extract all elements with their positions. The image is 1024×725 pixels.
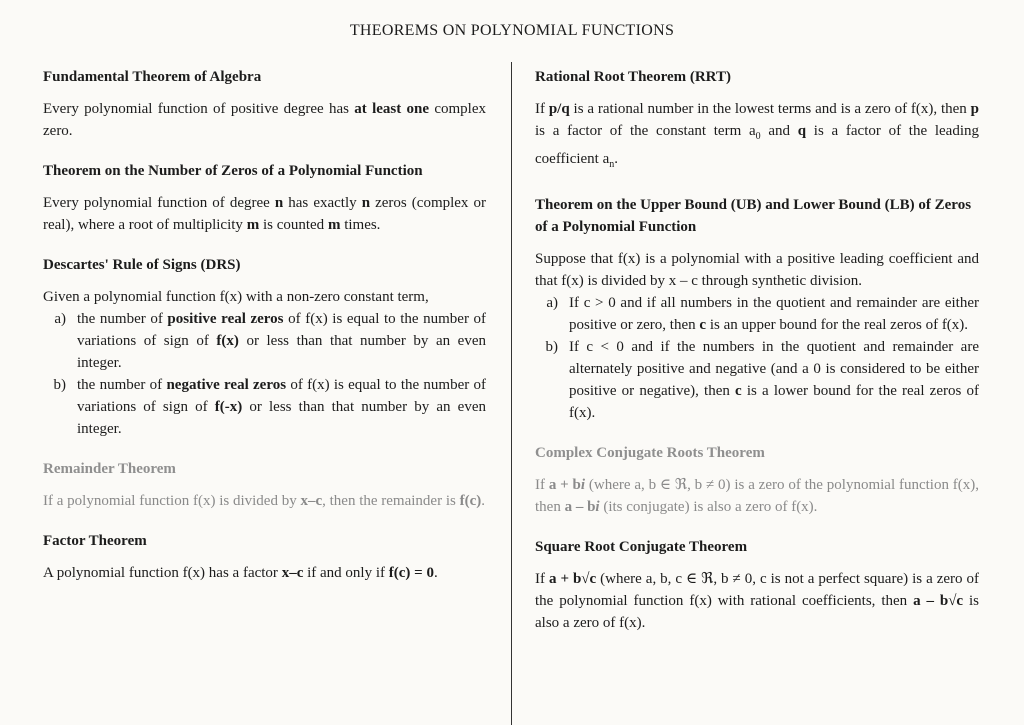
list-item-text: the number of negative real zeros of f(x) is equal to the number of variations of sign of f(-x) or less than that number by an even integer. [77,377,487,437]
section-upper-lower-bound [535,194,979,424]
left-column [43,66,486,602]
section-rational-root-theorem [535,66,979,176]
list-item-label: b) [545,339,558,355]
right-column [535,66,979,652]
page-title: THEOREMS ON POLYNOMIAL FUNCTIONS [349,22,675,39]
section-body: Every polynomial function of degree n has exactly n zeros (complex or real), where a root of multiplicity m is counted m times. [43,195,486,233]
section-body: If a + bi (where a, b ∈ ℜ, b ≠ 0) is a zero of the polynomial function f(x), then a – bi (its conjugate) is also a zero of f(x). [535,477,980,515]
list-item-text: the number of positive real zeros of f(x) is equal to the number of variations of sign of f(x) or less than that number by an even integer. [77,311,487,371]
section-body: If a + b√c (where a, b, c ∈ ℜ, b ≠ 0, c is not a perfect square) is a zero of the polynomial function f(x) with rational coefficients, then a – b√c is also a zero of f(x). [535,571,979,631]
section-heading: Complex Conjugate Roots Theorem [535,445,765,461]
section-square-root-conjugate [535,536,979,634]
section-remainder-theorem [43,458,486,512]
list-item-label: b) [53,377,66,393]
section-number-of-zeros [43,160,486,236]
list-item-text: If c > 0 and if all numbers in the quotient and remainder are either positive or zero, then c is an upper bound for the real zeros of f(x). [569,295,979,333]
section-heading: Rational Root Theorem (RRT) [535,69,731,85]
section-body: If p/q is a rational number in the lowest terms and is a zero of f(x), then p is a factor of the constant term $a_0$ and q is a factor of the leading coefficient $a_n$. [535,101,979,170]
section-body: If a polynomial function f(x) is divided by x–c, then the remainder is f(c). [43,493,485,509]
section-heading: Theorem on the Upper Bound (UB) and Lower Bound (LB) of Zeros of a Polynomial Function [535,197,972,235]
rule-list [535,292,979,424]
section-descartes-rule [43,254,486,440]
rule-list [43,308,486,440]
list-item-label: a) [546,295,558,311]
column-divider [511,62,512,725]
section-body: A polynomial function f(x) has a factor x–c if and only if f(c) = 0. [43,565,438,581]
section-complex-conjugate [535,442,979,518]
list-item-text: If c < 0 and if the numbers in the quotient and remainder are alternately positive and negative (and a 0 is considered to be either positive or negative), then c is a lower bound for the real zeros of f(x). [569,339,979,421]
list-item [535,292,979,336]
list-item [43,308,486,374]
section-heading: Descartes' Rule of Signs (DRS) [43,257,241,273]
section-heading: Theorem on the Number of Zeros of a Polynomial Function [43,163,423,179]
section-body: Every polynomial function of positive degree has at least one complex zero. [43,101,487,139]
section-heading: Fundamental Theorem of Algebra [43,69,262,85]
section-heading: Factor Theorem [43,533,147,549]
list-item [43,374,486,440]
section-heading: Square Root Conjugate Theorem [535,539,748,555]
list-item [535,336,979,424]
section-intro: Suppose that f(x) is a polynomial with a positive leading coefficient and that f(x) is divided by x – c through synthetic division. [535,251,979,289]
section-heading: Remainder Theorem [43,461,176,477]
section-fundamental-theorem [43,66,486,142]
section-intro: Given a polynomial function f(x) with a non-zero constant term, [43,289,429,305]
section-factor-theorem [43,530,486,584]
list-item-label: a) [54,311,66,327]
